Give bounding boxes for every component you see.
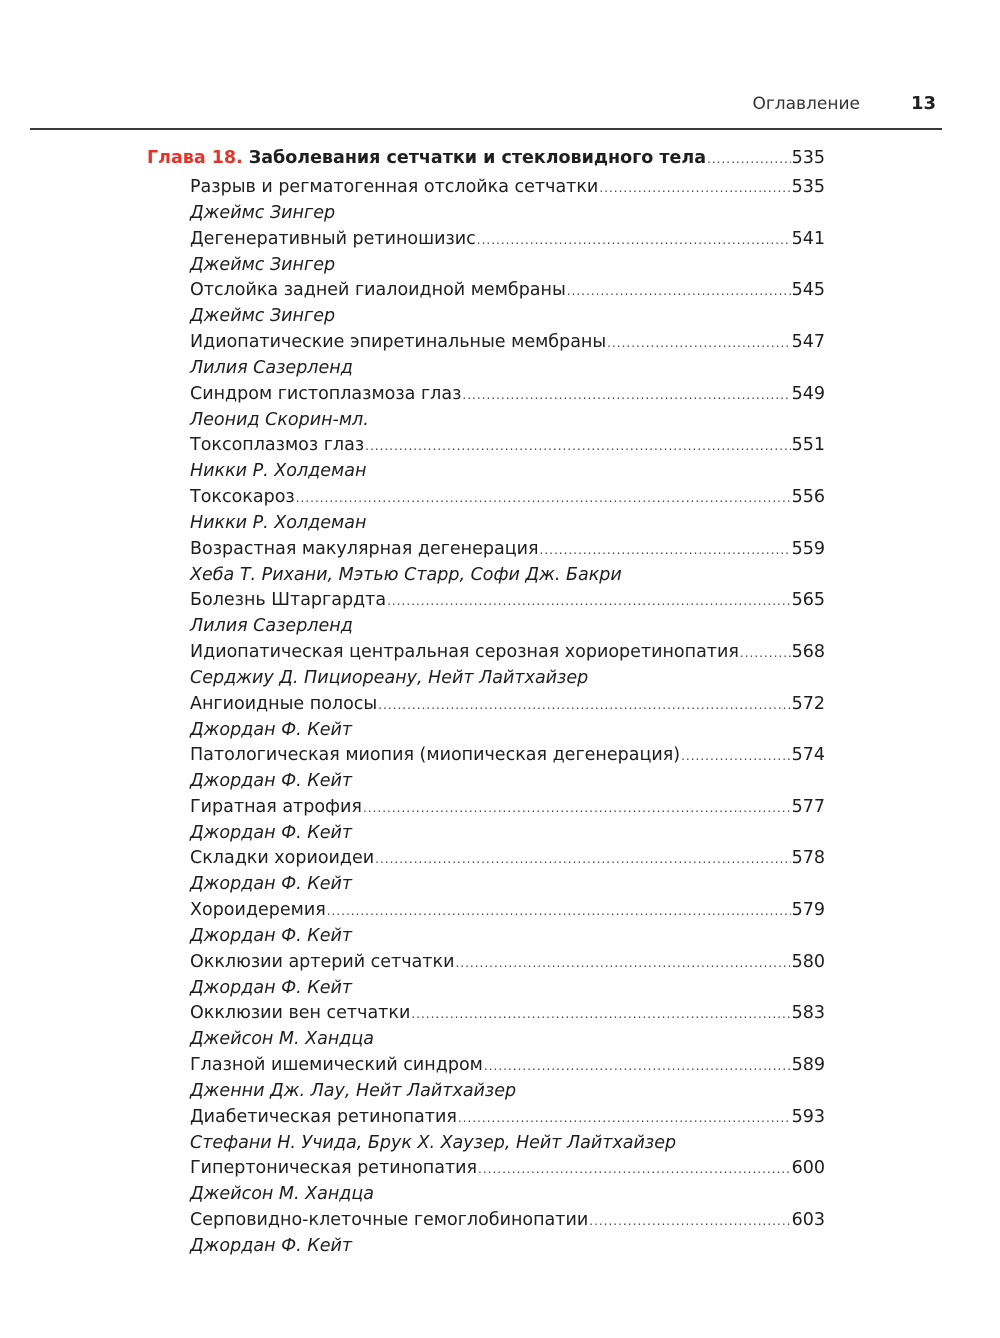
toc-entry [190, 952, 825, 1002]
entry-line [190, 1003, 825, 1027]
entry-title: Отслойка задней гиалоидной мембраны [190, 280, 566, 301]
entry-page: 535 [791, 177, 825, 197]
entry-line [190, 229, 825, 253]
entry-author: Джейсон М. Хандца [190, 1184, 375, 1205]
entry-title: Гипертоническая ретинопатия [190, 1158, 478, 1179]
entry-page: 541 [791, 228, 825, 249]
chapter-label: Глава 18. [147, 148, 243, 168]
entry-title: Патологическая миопия (миопическая дегенерация) [190, 745, 681, 766]
entry-line [190, 694, 825, 718]
entry-page: 559 [791, 538, 825, 559]
dot-leader [411, 1007, 790, 1021]
entry-author: Джеймс Зингер [190, 306, 336, 327]
entry-title: Разрыв и регматогенная отслойка сетчатки [190, 177, 599, 197]
entry-page: 574 [791, 745, 825, 766]
entry-author: Дженни Дж. Лау, Нейт Лайтхайзер [190, 1081, 517, 1102]
dot-leader [477, 233, 791, 247]
toc-entry [190, 435, 825, 485]
toc-entry [190, 1210, 825, 1260]
entry-author: Джеймс Зингер [190, 254, 336, 275]
entry-title: Складки хориоидеи [190, 848, 375, 869]
entry-page: 600 [791, 1158, 825, 1179]
entry-title: Токсокароз [190, 486, 295, 507]
dot-leader [567, 284, 791, 298]
entry-page: 565 [791, 590, 825, 611]
entry-line [190, 539, 825, 563]
page-header [0, 0, 1000, 140]
entry-line [190, 1055, 825, 1079]
dot-leader [540, 543, 791, 557]
entry-author: Джордан Ф. Кейт [190, 977, 353, 998]
toc-entry [190, 745, 825, 795]
entry-line [190, 487, 825, 511]
toc-entry [190, 487, 825, 537]
dot-leader [378, 698, 790, 712]
entry-author: Хеба Т. Рихани, Мэтью Старр, Софи Дж. Бакри [190, 564, 622, 585]
toc-entry [190, 694, 825, 744]
entry-title: Ангиоидные полосы [190, 693, 378, 714]
dot-leader [589, 1214, 790, 1228]
entry-line [190, 280, 825, 304]
entry-author: Джейсон М. Хандца [190, 1029, 375, 1050]
toc-entry [190, 332, 825, 382]
toc-entry [190, 280, 825, 330]
entry-title: Окклюзии артерий сетчатки [190, 951, 455, 972]
entry-author: Джеймс Зингер [190, 203, 336, 223]
entry-line [190, 1158, 825, 1182]
entry-page: 551 [791, 435, 825, 456]
entry-author: Лилия Сазерленд [190, 357, 353, 378]
entry-line [190, 1210, 825, 1234]
entry-author: Джордан Ф. Кейт [190, 771, 353, 792]
entry-page: 568 [791, 641, 825, 662]
entry-page: 589 [791, 1055, 825, 1076]
entry-title: Диабетическая ретинопатия [190, 1106, 457, 1127]
entry-title: Токсоплазмоз глаз [190, 435, 365, 456]
entry-line [190, 900, 825, 924]
dot-leader [375, 852, 790, 866]
dot-leader [740, 646, 791, 660]
entry-line [190, 590, 825, 614]
entry-page: 549 [791, 383, 825, 404]
entry-line [190, 435, 825, 459]
entry-author: Леонид Скорин-мл. [190, 409, 369, 430]
entry-title: Серповидно-клеточные гемоглобинопатии [190, 1210, 589, 1230]
dot-leader [458, 1111, 791, 1125]
entry-author: Джордан Ф. Кейт [190, 1236, 353, 1256]
entry-page: 547 [791, 331, 825, 352]
dot-leader [462, 388, 790, 402]
entry-line [190, 332, 825, 356]
entry-title: Гиратная атрофия [190, 796, 362, 817]
dot-leader [478, 1162, 791, 1176]
entry-page: 580 [791, 951, 825, 972]
entry-line [190, 848, 825, 872]
entry-line [190, 745, 825, 769]
entry-title: Глазной ишемический синдром [190, 1055, 483, 1076]
entry-page: 577 [791, 796, 825, 817]
entry-author: Серджиу Д. Пициореану, Нейт Лайтхайзер [190, 667, 589, 688]
entry-title: Хороидеремия [190, 900, 326, 921]
entry-title: Дегенеративный ретиношизис [190, 228, 476, 249]
toc-entry [190, 177, 825, 227]
dot-leader [296, 491, 791, 505]
toc-entry [190, 1158, 825, 1208]
entry-title: Идиопатическая центральная серозная хориоретинопатия [190, 641, 739, 662]
entry-line [190, 384, 825, 408]
toc-entry [190, 1003, 825, 1053]
toc-entry [190, 1055, 825, 1105]
page-number: 13 [910, 93, 936, 114]
entry-line [190, 642, 825, 666]
toc-entry [190, 229, 825, 279]
entry-page: 603 [791, 1210, 825, 1230]
entry-author: Никки Р. Холдеман [190, 461, 367, 482]
entry-line [190, 797, 825, 821]
entry-line [190, 177, 825, 201]
entry-author: Никки Р. Холдеман [190, 512, 367, 533]
chapter-title: Заболевания сетчатки и стекловидного тела [248, 148, 707, 168]
header-rule [30, 128, 942, 130]
entry-author: Джордан Ф. Кейт [190, 719, 353, 740]
entry-author: Джордан Ф. Кейт [190, 874, 353, 895]
dot-leader [707, 152, 791, 166]
entry-author: Стефани Н. Учида, Брук Х. Хаузер, Нейт Лайтхайзер [190, 1132, 677, 1153]
toc-entry [190, 384, 825, 434]
entry-title: Окклюзии вен сетчатки [190, 1003, 411, 1024]
entry-title: Идиопатические эпиретинальные мембраны [190, 331, 607, 352]
dot-leader [455, 956, 790, 970]
toc-entry [190, 539, 825, 589]
dot-leader [599, 181, 790, 195]
entry-page: 579 [791, 900, 825, 921]
dot-leader [607, 336, 790, 350]
entry-title: Возрастная макулярная дегенерация [190, 538, 539, 559]
entry-page: 593 [791, 1106, 825, 1127]
chapter-page: 535 [791, 148, 825, 168]
entry-page: 572 [791, 693, 825, 714]
entry-line [190, 1107, 825, 1131]
dot-leader [681, 749, 791, 763]
entry-page: 545 [791, 280, 825, 301]
toc-entry [190, 797, 825, 847]
chapter-heading [147, 148, 825, 174]
entry-title: Болезнь Штаргардта [190, 590, 387, 611]
entry-title: Синдром гистоплазмоза глаз [190, 383, 462, 404]
entry-page: 556 [791, 486, 825, 507]
dot-leader [484, 1059, 791, 1073]
running-title: Оглавление [752, 94, 860, 114]
entry-author: Джордан Ф. Кейт [190, 822, 353, 843]
entry-page: 583 [791, 1003, 825, 1024]
entry-page: 578 [791, 848, 825, 869]
dot-leader [387, 594, 791, 608]
toc-entry [190, 848, 825, 898]
entry-author: Джордан Ф. Кейт [190, 926, 353, 947]
dot-leader [363, 801, 791, 815]
dot-leader [365, 439, 790, 453]
entry-line [190, 952, 825, 976]
toc-entry [190, 642, 825, 692]
toc-entry [190, 590, 825, 640]
toc-entry [190, 900, 825, 950]
toc-entry [190, 1107, 825, 1157]
entry-author: Лилия Сазерленд [190, 616, 353, 637]
dot-leader [327, 904, 791, 918]
